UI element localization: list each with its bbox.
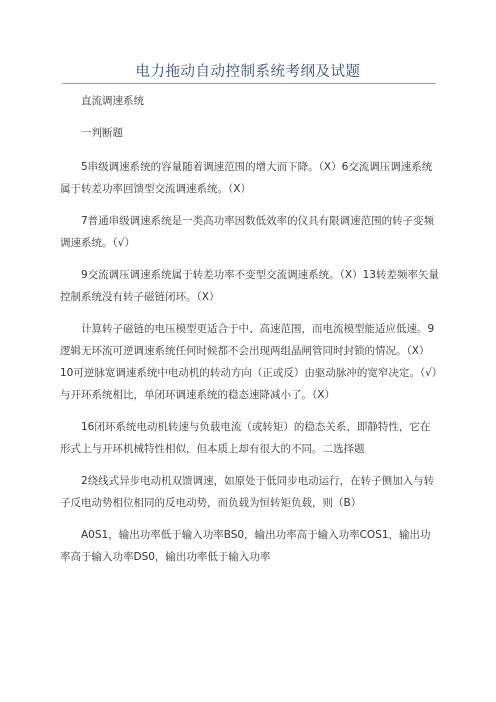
paragraph: 9交流调压调速系统属于转差功率不变型交流调速系统。（X）13转差频率矢量控制系统没有转子磁链闭环。（X） [60,269,439,303]
paragraph: 5串级调速系统的容量随着调速范围的增大而下降。（X）6交流调压调速系统属于转差功率回馈型交流调速系统。（X） [60,161,433,195]
paragraph: 16闭环系统电动机转速与负载电流（或转矩）的稳态关系，即静特性，它在形式上与开环机械特性相似，但本质上却有很大的不同。二选择题 [60,421,431,455]
document-title: 电力拖动自动控制系统考纲及试题 [135,64,361,80]
subsection-heading: 一判断题 [81,127,123,139]
paragraph: A0S1，输出功率低于输入功率BS0，输出功率高于输入功率COS1，输出功率高于输入功率DS0，输出功率低于输入功率 [60,529,431,563]
paragraph: 7普通串级调速系统是一类高功率因数低效率的仪具有限调速范围的转子变频调速系统。（√） [60,215,435,249]
paragraph: 2绕线式异步电动机双馈调速，如原处于低同步电动运行，在转子侧加入与转子反电动势相位相同的反电动势，而负载为恒转矩负载，则（B） [60,475,435,509]
paragraph: 计算转子磁链的电压模型更适合于中、高速范围，而电流模型能适应低速。9逻辑无环流可逆调速系统任何时候都不会出现两组晶闸管同时封锁的情况。（X）10可逆脉宽调速系统中电动机的转动方向（正或反）由驱动脉冲的宽窄决定。（√）与开环系统相比，单闭环调速系统的稳态速降减小了。（X） [60,323,438,401]
title-divider [62,83,436,84]
document-body [60,90,440,568]
section-heading: 直流调速系统 [81,95,144,107]
